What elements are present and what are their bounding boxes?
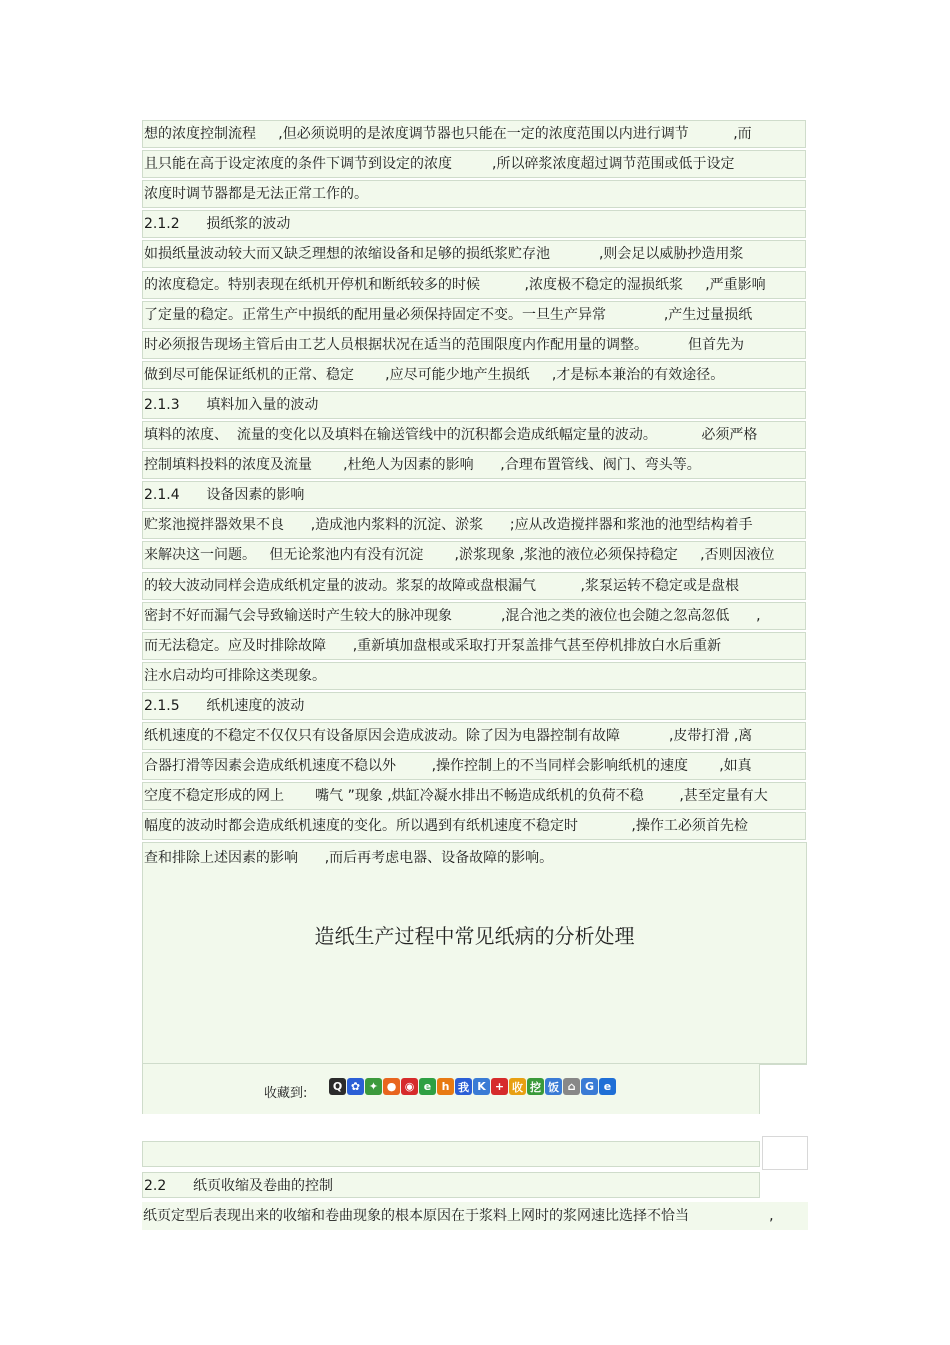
section-heading <box>142 391 806 419</box>
paragraph-line <box>142 541 806 569</box>
row-text: 2.1.5 纸机速度的波动 <box>144 698 305 714</box>
paragraph-line <box>142 331 806 359</box>
section-heading <box>142 210 806 238</box>
row-text: 如损纸量波动较大而又缺乏理想的浓缩设备和足够的损纸浆贮存池 ,则会足以威胁抄造用浆 <box>144 246 744 262</box>
row-text: 注水启动均可排除这类现象。 <box>144 668 326 684</box>
row-text: 空度不稳定形成的网上 嘴气 ”现象 ,烘缸冷凝水排出不畅造成纸机的负荷不稳 ,甚至定量有大 <box>144 788 768 804</box>
bookmark-label: 收藏到: <box>264 1086 308 1101</box>
paragraph-line <box>142 451 806 479</box>
paragraph-line: 纸页定型后表现出来的收缩和卷曲现象的根本原因在于浆料上网时的浆网速比选择不恰当 , <box>142 1202 808 1230</box>
paragraph-line <box>142 632 806 660</box>
paragraph-line <box>142 150 806 178</box>
row-text: 的较大波动同样会造成纸机定量的波动。浆泵的故障或盘根漏气 ,浆泵运转不稳定或是盘根 <box>144 578 739 594</box>
bookmark-icons <box>329 1078 616 1095</box>
paragraph-line <box>142 361 806 389</box>
fan-icon[interactable]: 饭 <box>545 1078 562 1095</box>
row-text: 纸机速度的不稳定不仅仅只有设备原因会造成波动。除了因为电器控制有故障 ,皮带打滑 ,离 <box>144 728 753 744</box>
fruit-icon[interactable]: ● <box>383 1078 400 1095</box>
row-text: 时必须报告现场主管后由工艺人员根据状况在适当的范围限度内作配用量的调整。 但首先为 <box>144 337 745 353</box>
paragraph-line <box>142 271 806 299</box>
paragraph-line <box>142 662 806 690</box>
row-text: 2.1.3 填料加入量的波动 <box>144 397 319 413</box>
article-title: 造纸生产过程中常见纸病的分析处理 <box>314 924 635 948</box>
row-text: 而无法稳定。应及时排除故障 ,重新填加盘根或采取打开泵盖排气甚至停机排放白水后重新 <box>144 638 722 654</box>
article-tail-box <box>142 842 807 1064</box>
paragraph-line <box>142 180 806 208</box>
section-heading <box>142 692 806 720</box>
side-box <box>759 1064 807 1114</box>
shou-icon[interactable]: 收 <box>509 1078 526 1095</box>
paragraph-line: 查和排除上述因素的影响 ,而后再考虑电器、设备故障的影响。 <box>144 850 554 866</box>
qq-icon[interactable]: Q <box>329 1078 346 1095</box>
paragraph-line <box>142 752 806 780</box>
row-text: 2.1.4 设备因素的影响 <box>144 487 305 503</box>
paragraph-line <box>142 572 806 600</box>
row-text: 浓度时调节器都是无法正常工作的。 <box>144 186 368 202</box>
ie-green-icon[interactable]: e <box>419 1078 436 1095</box>
row-text: 幅度的波动时都会造成纸机速度的变化。所以遇到有纸机速度不稳定时 ,操作工必须首先检 <box>144 818 748 834</box>
row-text: 控制填料投料的浓度及流量 ,杜绝人为因素的影响 ,合理布置管线、阀门、弯头等。 <box>144 457 701 473</box>
hexun-icon[interactable]: h <box>437 1078 454 1095</box>
baidu-icon[interactable]: ✿ <box>347 1078 364 1095</box>
row-text: 填料的浓度、 流量的变化以及填料在输送管线中的沉积都会造成纸幅定量的波动。 必须严格 <box>144 427 758 443</box>
side-box-small <box>762 1136 808 1170</box>
bookmark-bar <box>142 1064 760 1114</box>
paragraph-line <box>142 240 806 268</box>
row-text: 且只能在高于设定浓度的条件下调节到设定的浓度 ,所以碎浆浓度超过调节范围或低于设定 <box>144 156 735 172</box>
row-text: 合器打滑等因素会造成纸机速度不稳以外 ,操作控制上的不当同样会影响纸机的速度 ,如真 <box>144 758 752 774</box>
tag-icon[interactable]: K <box>473 1078 490 1095</box>
paragraph-line <box>142 301 806 329</box>
paragraph-line <box>142 421 806 449</box>
row-text: 来解决这一问题。 但无论浆池内有没有沉淀 ,淤浆现象 ,浆池的液位必须保持稳定 ,否则因液位 <box>144 547 775 563</box>
row-text: 贮浆池搅拌器效果不良 ,造成池内浆料的沉淀、淤浆 ;应从改造搅拌器和浆池的池型结构着手 <box>144 517 753 533</box>
paragraph-line <box>142 120 806 148</box>
paragraph-line <box>142 722 806 750</box>
section-heading: 2.2 纸页收缩及卷曲的控制 <box>142 1172 760 1198</box>
wo-icon[interactable]: 我 <box>455 1078 472 1095</box>
row-text: 密封不好而漏气会导致输送时产生较大的脉冲现象 ,混合池之类的液位也会随之忽高忽低 , <box>144 608 761 624</box>
section-heading <box>142 481 806 509</box>
leaf-icon[interactable]: ✦ <box>365 1078 382 1095</box>
paragraph-line <box>142 602 806 630</box>
row-text: 了定量的稳定。正常生产中损纸的配用量必须保持固定不变。一旦生产异常 ,产生过量损纸 <box>144 307 753 323</box>
spacer-row <box>142 1141 760 1167</box>
google-icon[interactable]: G <box>581 1078 598 1095</box>
paragraph-line <box>142 511 806 539</box>
plus-icon[interactable]: + <box>491 1078 508 1095</box>
row-text: 的浓度稳定。特别表现在纸机开停机和断纸较多的时候 ,浓度极不稳定的湿损纸浆 ,严重影响 <box>144 277 766 293</box>
paragraph-line <box>142 782 806 810</box>
row-text: 做到尽可能保证纸机的正常、稳定 ,应尽可能少地产生损纸 ,才是标本兼治的有效途径。 <box>144 367 725 383</box>
home-icon[interactable]: ⌂ <box>563 1078 580 1095</box>
ie-icon[interactable]: e <box>599 1078 616 1095</box>
paragraph-line <box>142 812 806 840</box>
row-text: 2.1.2 损纸浆的波动 <box>144 216 291 232</box>
row-text: 想的浓度控制流程 ,但必须说明的是浓度调节器也只能在一定的浓度范围以内进行调节 ,而 <box>144 126 752 142</box>
weibo-icon[interactable]: ◉ <box>401 1078 418 1095</box>
wa-icon[interactable]: 挖 <box>527 1078 544 1095</box>
